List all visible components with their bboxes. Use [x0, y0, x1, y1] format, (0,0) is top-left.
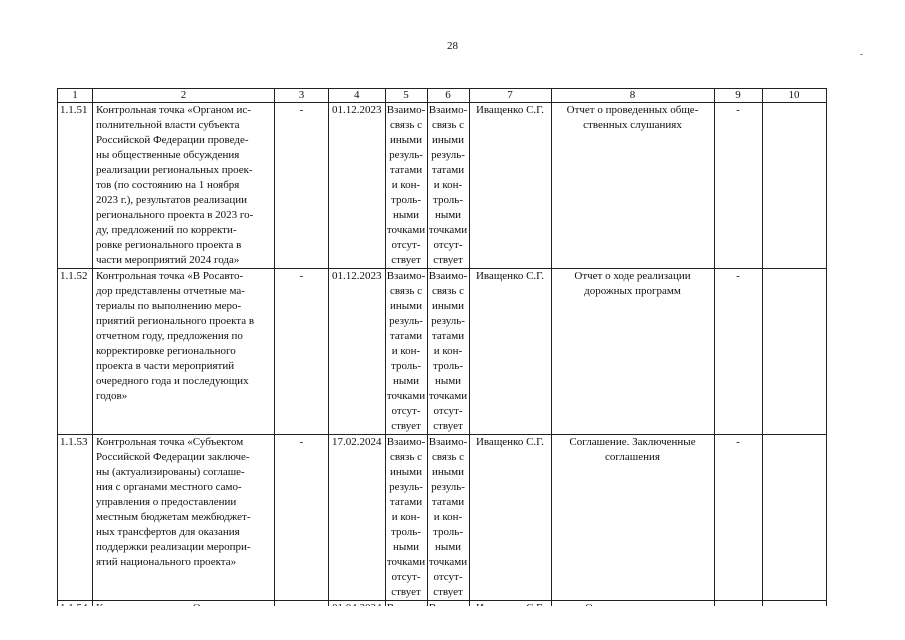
header-cell-1: 1	[58, 89, 93, 103]
milestone-description-line: приятий регионального проекта в	[96, 315, 255, 327]
relation-col6-line: и кон-	[433, 345, 463, 357]
relation-col6-line: троль-	[433, 194, 463, 206]
relation-col6-line: троль-	[433, 360, 463, 372]
relation-col6-line: Взаимо-	[428, 436, 468, 448]
relation-col5-line: связь с	[390, 451, 422, 463]
page-number: 28	[447, 40, 458, 52]
relation-col5-line: отсут-	[391, 571, 421, 583]
milestone-description-line: управления о предоставлении	[96, 496, 237, 508]
header-cell-5: 5	[385, 89, 427, 103]
relation-col6-line: связь с	[432, 451, 464, 463]
milestone-description-line: годов»	[96, 390, 128, 402]
relation-col6-line: иными	[431, 134, 464, 146]
relation-col6-line: иными	[431, 300, 464, 312]
relation-col5-line: ствует	[391, 586, 421, 598]
relation-col5	[385, 435, 427, 601]
relation-col6-line: отсут-	[433, 239, 463, 251]
relation-col5	[385, 269, 427, 435]
relation-col6-line: резуль-	[431, 481, 465, 493]
milestone-description-line: териалы по выполнению меро-	[96, 300, 242, 312]
header-cell-8: 8	[551, 89, 714, 103]
header-row	[58, 89, 827, 103]
milestone-description-line: реализации региональных проек-	[96, 164, 253, 176]
result-document	[551, 435, 714, 601]
row-number: 1.1.51	[58, 103, 93, 269]
result-document-line: ственных слушаниях	[583, 119, 682, 131]
relation-col5-line: отсут-	[391, 405, 421, 417]
milestone-description-line: ятий национального проекта»	[96, 556, 237, 568]
relation-col5-line: Взаимо-	[386, 436, 426, 448]
milestone-description-line: 2023 г.), результатов реализации	[96, 194, 248, 206]
relation-col6-line: татами	[431, 330, 465, 342]
page-bottom-cutoff	[0, 606, 905, 640]
header-cell-9: 9	[714, 89, 762, 103]
relation-col5-line: связь с	[390, 119, 422, 131]
relation-col5-line: и кон-	[391, 345, 421, 357]
milestone-description-line: ду, предложений по корректи-	[96, 224, 237, 236]
milestone-description-line: ровке регионального проекта в	[96, 239, 242, 251]
relation-col6	[427, 103, 469, 269]
relation-col5-line: резуль-	[389, 481, 423, 493]
relation-col5-line: иными	[389, 466, 422, 478]
milestone-description-line: Российской Федерации заключе-	[96, 451, 250, 463]
milestone-description	[93, 103, 275, 269]
relation-col6-line: иными	[431, 466, 464, 478]
milestone-description-line: ны (актуализированы) соглаше-	[96, 466, 245, 478]
milestone-description-line: тов (по состоянию на 1 ноября	[96, 179, 240, 191]
milestone-description-line: проекта в части мероприятий	[96, 360, 235, 372]
relation-col5-line: и кон-	[391, 511, 421, 523]
relation-col6-line: точками	[428, 224, 468, 236]
relation-col6-line: точками	[428, 556, 468, 568]
table-row	[58, 435, 827, 601]
relation-col5-line: точками	[386, 390, 426, 402]
relation-col6-line: связь с	[432, 119, 464, 131]
relation-col5-line: ными	[392, 541, 420, 553]
col3-value: -	[275, 269, 329, 435]
relation-col5-line: татами	[389, 496, 423, 508]
col10-value	[762, 269, 826, 435]
milestone-description-line: отчетном году, предложения по	[96, 330, 243, 342]
milestone-description-line: очередного года и последующих	[96, 375, 249, 387]
relation-col5-line: Взаимо-	[386, 270, 426, 282]
milestone-description-line: регионального проекта в 2023 го-	[96, 209, 254, 221]
relation-col5-line: иными	[389, 300, 422, 312]
relation-col6-line: Взаимо-	[428, 270, 468, 282]
relation-col5-line: связь с	[390, 285, 422, 297]
milestone-description-line: дор представлены отчетные ма-	[96, 285, 245, 297]
relation-col6	[427, 269, 469, 435]
table-row	[58, 103, 827, 269]
relation-col6-line: ствует	[433, 420, 463, 432]
header-cell-10: 10	[762, 89, 826, 103]
milestone-description-line: ния с органами местного само-	[96, 481, 242, 493]
relation-col5-line: татами	[389, 330, 423, 342]
header-cell-7: 7	[469, 89, 551, 103]
relation-col5	[385, 103, 427, 269]
milestone-description	[93, 269, 275, 435]
milestone-description-line: ны общественные обсуждения	[96, 149, 240, 161]
col9-value: -	[714, 269, 762, 435]
milestone-description-line: Контрольная точка «Органом ис-	[96, 104, 251, 116]
scan-speck	[860, 54, 863, 55]
relation-col5-line: троль-	[391, 526, 421, 538]
relation-col5-line: точками	[386, 556, 426, 568]
result-document-line: дорожных программ	[584, 285, 681, 297]
relation-col5-line: ствует	[391, 420, 421, 432]
relation-col6-line: ствует	[433, 586, 463, 598]
relation-col5-line: ствует	[391, 254, 421, 266]
relation-col5-line: троль-	[391, 194, 421, 206]
responsible-person: Иващенко С.Г.	[469, 269, 551, 435]
responsible-person: Иващенко С.Г.	[469, 435, 551, 601]
header-cell-3: 3	[275, 89, 329, 103]
result-document	[551, 269, 714, 435]
due-date: 01.12.2023	[329, 269, 386, 435]
responsible-person: Иващенко С.Г.	[469, 103, 551, 269]
relation-col5-line: троль-	[391, 360, 421, 372]
result-document-line: Отчет о ходе реализации	[574, 270, 691, 282]
milestone-description-line: корректировке регионального	[96, 345, 236, 357]
result-document-line: Отчет о проведенных обще-	[566, 104, 699, 116]
relation-col6-line: ными	[434, 375, 462, 387]
relation-col5-line: Взаимо-	[386, 104, 426, 116]
milestone-description-line: ных трансфертов для оказания	[96, 526, 240, 538]
relation-col5-line: ными	[392, 375, 420, 387]
relation-col6-line: Взаимо-	[428, 104, 468, 116]
relation-col5-line: резуль-	[389, 315, 423, 327]
header-cell-2: 2	[93, 89, 275, 103]
milestone-description-line: местным бюджетам межбюджет-	[96, 511, 251, 523]
relation-col6-line: ствует	[433, 254, 463, 266]
relation-col6-line: троль-	[433, 526, 463, 538]
milestone-description-line: полнительной власти субъекта	[96, 119, 240, 131]
col9-value: -	[714, 435, 762, 601]
relation-col5-line: и кон-	[391, 179, 421, 191]
milestones-table	[57, 88, 827, 622]
relation-col5-line: иными	[389, 134, 422, 146]
relation-col6-line: и кон-	[433, 179, 463, 191]
relation-col6-line: и кон-	[433, 511, 463, 523]
due-date: 17.02.2024	[329, 435, 386, 601]
relation-col6-line: татами	[431, 496, 465, 508]
relation-col5-line: резуль-	[389, 149, 423, 161]
relation-col6	[427, 435, 469, 601]
relation-col6-line: отсут-	[433, 405, 463, 417]
due-date: 01.12.2023	[329, 103, 386, 269]
relation-col5-line: ными	[392, 209, 420, 221]
result-document	[551, 103, 714, 269]
col10-value	[762, 435, 826, 601]
relation-col6-line: связь с	[432, 285, 464, 297]
row-number: 1.1.53	[58, 435, 93, 601]
milestone-description-line: Контрольная точка «Субъектом	[96, 436, 244, 448]
col10-value	[762, 103, 826, 269]
relation-col6-line: резуль-	[431, 315, 465, 327]
result-document-line: Соглашение. Заключенные	[569, 436, 696, 448]
milestone-description-line: поддержки реализации меропри-	[96, 541, 251, 553]
col9-value: -	[714, 103, 762, 269]
col3-value: -	[275, 103, 329, 269]
relation-col5-line: татами	[389, 164, 423, 176]
relation-col6-line: отсут-	[433, 571, 463, 583]
header-cell-4: 4	[329, 89, 386, 103]
relation-col6-line: татами	[431, 164, 465, 176]
milestone-description-line: Контрольная точка «В Росавто-	[96, 270, 244, 282]
col3-value: -	[275, 435, 329, 601]
relation-col6-line: ными	[434, 209, 462, 221]
relation-col5-line: отсут-	[391, 239, 421, 251]
header-cell-6: 6	[427, 89, 469, 103]
relation-col6-line: резуль-	[431, 149, 465, 161]
relation-col6-line: точками	[428, 390, 468, 402]
milestone-description-line: части мероприятий 2024 года»	[96, 254, 240, 266]
relation-col6-line: ными	[434, 541, 462, 553]
relation-col5-line: точками	[386, 224, 426, 236]
milestone-description-line: Российской Федерации проведе-	[96, 134, 249, 146]
row-number: 1.1.52	[58, 269, 93, 435]
milestone-description	[93, 435, 275, 601]
table-row	[58, 269, 827, 435]
result-document-line: соглашения	[605, 451, 660, 463]
